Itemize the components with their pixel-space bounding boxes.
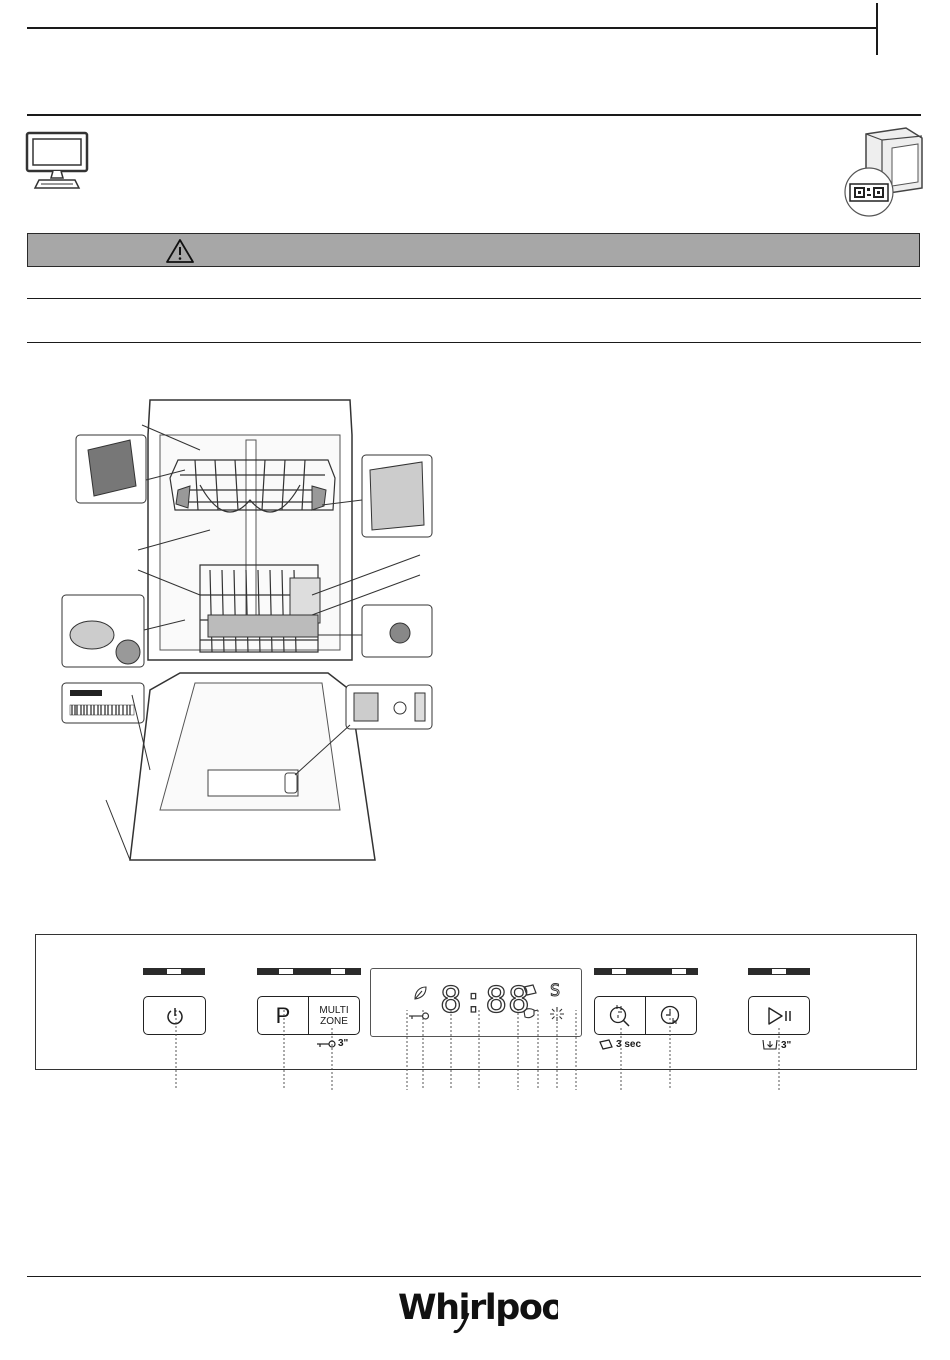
start-indicator — [748, 968, 810, 975]
start-hold-text: 3" — [781, 1039, 792, 1051]
header-corner-rule — [876, 3, 878, 55]
rating-plate-thumb — [62, 683, 144, 723]
warning-triangle-icon — [165, 238, 195, 264]
salt-indicator: S — [550, 981, 561, 1001]
whirlpool-logo-mark — [398, 1283, 558, 1337]
whirlpool-logo — [398, 1283, 558, 1329]
options-indicator — [594, 968, 698, 975]
display-time: 8:88 — [440, 980, 531, 1021]
power-indicator — [143, 968, 205, 975]
panel-callout-leaders — [0, 1010, 950, 1095]
section-rule-1 — [27, 114, 921, 116]
dishwasher-illustration — [50, 390, 450, 880]
monitor-icon — [23, 130, 93, 192]
multizone-hold-text: 3" — [338, 1038, 349, 1049]
section-rule-2 — [27, 298, 921, 299]
section-rule-3 — [27, 342, 921, 343]
program-indicator — [257, 968, 361, 975]
warning-bar — [27, 233, 920, 267]
multizone-label-line1: MULTI — [319, 1004, 349, 1016]
header-top-rule — [27, 27, 877, 29]
tablet-hold-text: 3 sec — [616, 1039, 642, 1050]
svg-text:Whirlpool: Whirlpool — [398, 1288, 558, 1328]
multizone-label-line2: ZONE — [320, 1015, 348, 1027]
tablet-icon — [522, 983, 538, 997]
qr-appliance-icon — [836, 124, 928, 220]
program-button-label: P — [275, 1002, 291, 1028]
eco-leaf-icon — [412, 985, 428, 1001]
footer-rule — [27, 1276, 921, 1277]
